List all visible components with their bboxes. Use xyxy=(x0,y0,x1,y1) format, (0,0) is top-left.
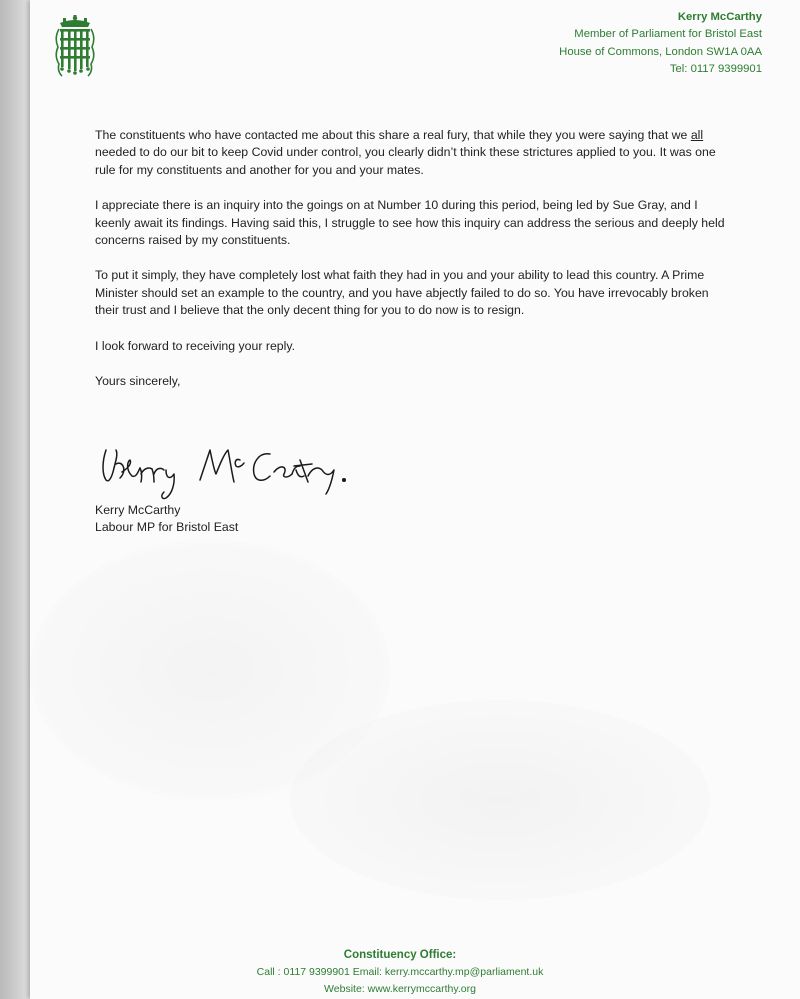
footer-contact: Call : 0117 9399901 Email: kerry.mccarthy.mp@parliament.uk xyxy=(256,966,544,978)
paragraph-1-start: The constituents who have contacted me about this share a real fury, that while they you were saying that we xyxy=(95,128,691,142)
footer-website: Website: www.kerrymccarthy.org xyxy=(324,983,476,995)
paragraph-3: To put it simply, they have completely lost what faith they had in you and your ability to lead this country. A Prime Minister should set an example to the country, and you have abjectly failed to do so. You have irrevocably broken their trust and I believe that the only decent thing for you to do now is to resign. xyxy=(95,268,709,318)
closing: Yours sincerely, xyxy=(95,374,181,389)
page-edge-shadow xyxy=(0,0,30,999)
paper-crease xyxy=(290,700,710,900)
mp-name: Kerry McCarthy xyxy=(677,11,762,23)
paragraph-1-end: needed to do our bit to keep Covid under control, you clearly didn’t think these strictures applied to you. It was one rule for my constituents and another for you and your mates. xyxy=(95,145,716,177)
paper-crease xyxy=(30,540,390,800)
office-phone: Tel: 0117 9399901 xyxy=(669,62,762,75)
letter-body xyxy=(95,127,735,408)
signoff-title: Labour MP for Bristol East xyxy=(95,520,239,535)
footer xyxy=(0,947,800,998)
paragraph-4: I look forward to receiving your reply. xyxy=(95,338,296,353)
paragraph-1 xyxy=(95,127,735,179)
paragraph-2: I appreciate there is an inquiry into the goings on at Number 10 during this period, being led by Sue Gray, and I keenly await its findings. Having said this, I struggle to see how this inquiry can address the serious and deeply held concerns raised by my constituents. xyxy=(95,198,725,248)
portcullis-icon xyxy=(54,14,96,80)
letterhead-address xyxy=(442,9,762,78)
emphasis-all: all xyxy=(690,128,704,142)
mp-role: Member of Parliament for Bristol East xyxy=(574,28,762,41)
signoff-name: Kerry McCarthy xyxy=(95,503,181,517)
office-address: House of Commons, London SW1A 0AA xyxy=(559,45,762,58)
signoff xyxy=(95,502,238,537)
handwritten-signature xyxy=(94,430,359,502)
footer-title: Constituency Office: xyxy=(343,949,457,961)
